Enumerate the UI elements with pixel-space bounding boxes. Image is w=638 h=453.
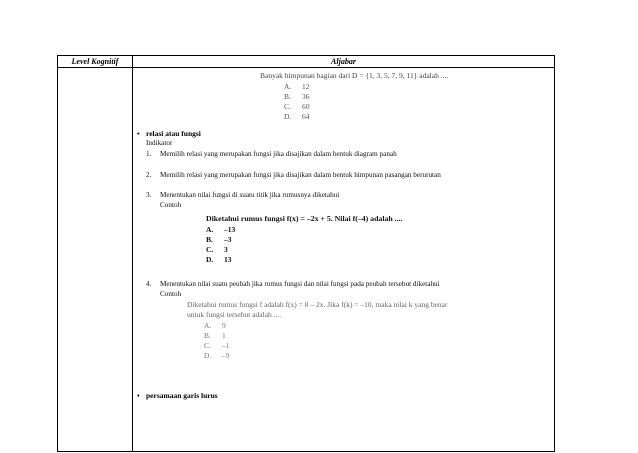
example-label-1: Contoh: [160, 201, 182, 209]
bullet-dot: •: [137, 129, 140, 138]
bullet-persamaan-garis-lurus: • persamaan garis lurus: [137, 391, 218, 400]
indicator-item-2: 2. Memilih relasi yang merupakan fungsi jika disajikan dalam bentuk himpunan pasangan berurutan: [146, 171, 441, 179]
q3-option-c: C. –1: [204, 341, 230, 350]
indicator-item-4: 4. Menentukan nilai suatu peubah jika rumus fungsi dan nilai fungsi pada peubah tersebut diketahui: [146, 280, 440, 288]
q1-option-c: C. 60: [284, 102, 310, 111]
header-level-kognitif: Level Kognitif: [58, 56, 133, 68]
aljabar-cell: [133, 68, 555, 452]
indicator-item-3: 3. Menentukan nilai fungsi di suatu titik jika rumusnya diketahui: [146, 191, 340, 199]
q1-option-d: D. 64: [284, 112, 310, 121]
q2-option-d: D. 13: [206, 255, 232, 264]
level-cell: [58, 68, 133, 452]
q3-question-line2: untuk fungsi tersebut adalah ....: [187, 310, 282, 319]
q1-question: Banyak himpunan bagian dari D = {1, 3, 5, 7, 9, 11} adalah ....: [260, 71, 449, 80]
indicator-item-1: 1. Memilih relasi yang merupakan fungsi jika disajikan dalam bentuk diagram panah: [146, 150, 397, 158]
q1-option-a: A. 12: [284, 82, 310, 91]
content-table: [57, 55, 555, 452]
body-row: [58, 68, 555, 452]
header-aljabar: Aljabar: [133, 56, 555, 68]
q1-option-b: B. 36: [284, 92, 310, 101]
q2-option-c: C. 3: [206, 245, 228, 254]
bullet-relasi-fungsi: • relasi atau fungsi: [137, 129, 201, 138]
q3-option-a: A. 9: [204, 321, 226, 330]
q3-question-line1: Diketahui rumus fungsi f adalah f(x) = 8 – 2x. Jika f(k) = –10, maka nilai k yang benar: [187, 300, 448, 309]
q2-option-a: A. –13: [206, 225, 236, 234]
indicator-label: Indikator: [146, 139, 173, 147]
q2-option-b: B. –3: [206, 235, 232, 244]
q2-question: Diketahui rumus fungsi f(x) = –2x + 5. Nilai f(–4) adalah ....: [206, 214, 403, 223]
q3-option-b: B. 1: [204, 331, 226, 340]
q3-option-d: D. –9: [204, 351, 230, 360]
bullet-dot: •: [137, 391, 140, 400]
example-label-2: Contoh: [160, 290, 182, 298]
header-row: [58, 56, 555, 68]
